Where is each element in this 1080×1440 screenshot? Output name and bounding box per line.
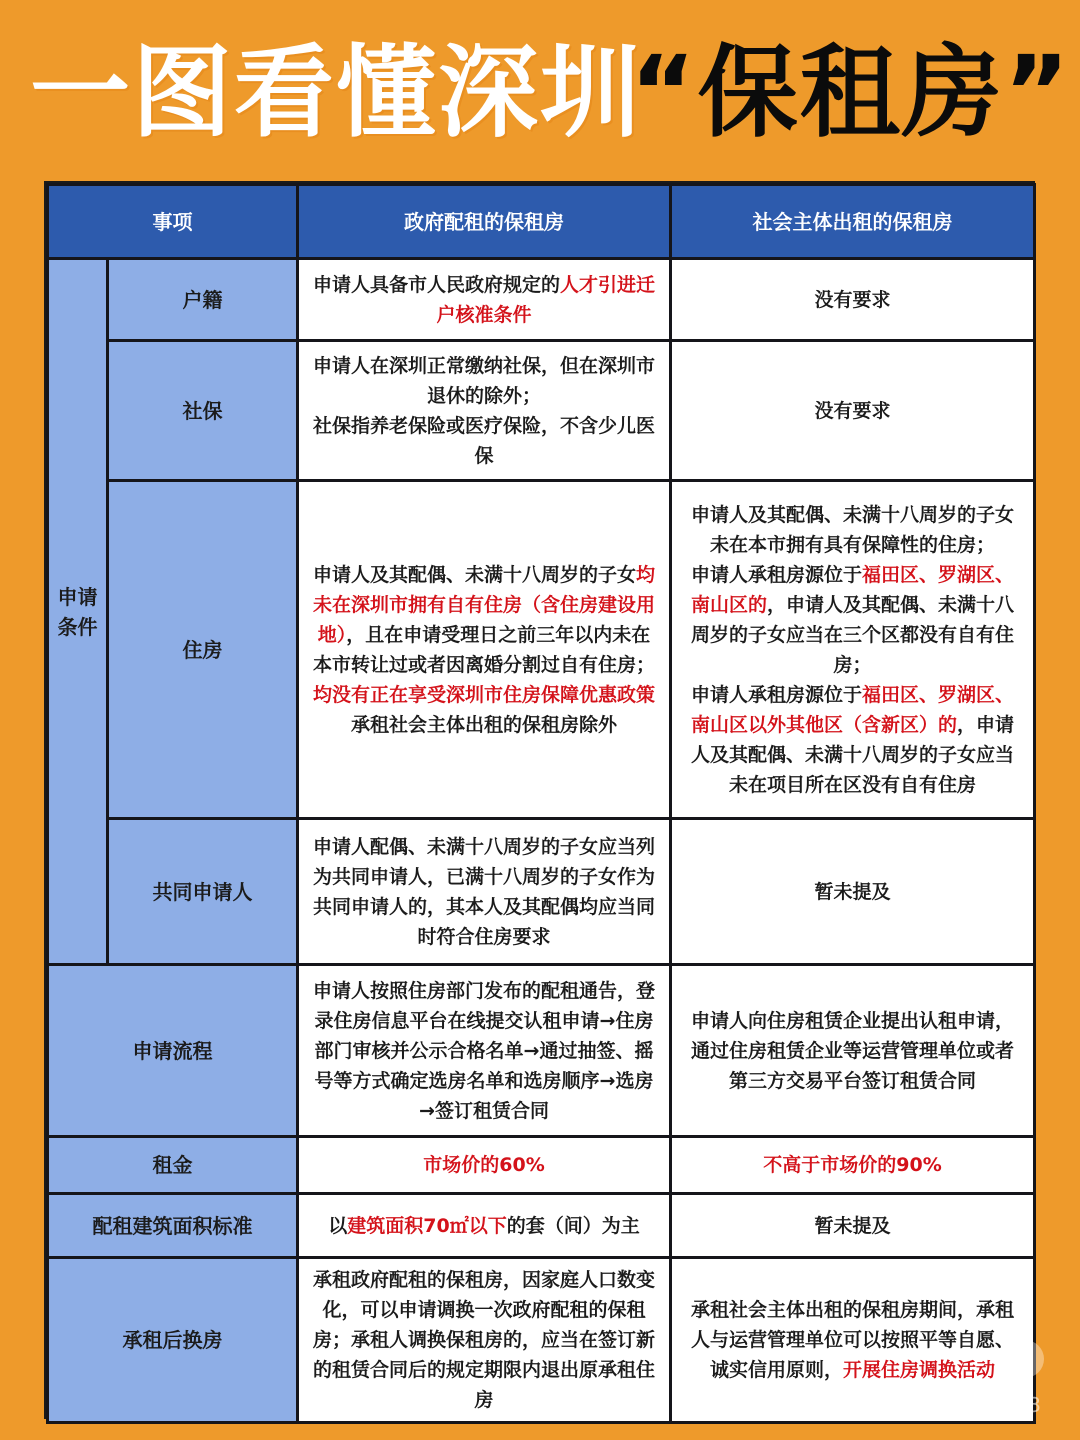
table-row <box>48 341 1035 481</box>
row-label-zhufang: 住房 <box>108 481 298 819</box>
row-label-shebao: 社保 <box>108 341 298 481</box>
header-gov: 政府配租的保租房 <box>298 185 671 259</box>
row-label-gongtong: 共同申请人 <box>108 819 298 965</box>
header-social: 社会主体出租的保租房 <box>671 185 1035 259</box>
table-row <box>48 481 1035 819</box>
watermark-logo-icon <box>1006 1340 1044 1378</box>
row-label-zujin: 租金 <box>48 1137 298 1194</box>
group-label: 申请条件 <box>48 259 108 965</box>
row-label-huji: 户籍 <box>108 259 298 341</box>
cell-gov-gongtong: 申请人配偶、未满十八周岁的子女应当列为共同申请人，已满十八周岁的子女作为共同申请人的，其本人及其配偶均应当同时符合住房要求 <box>298 819 671 965</box>
table-row <box>48 819 1035 965</box>
row-label-mianji: 配租建筑面积标准 <box>48 1194 298 1258</box>
cell-social-liucheng: 申请人向住房租赁企业提出认租申请，通过住房租赁企业等运营管理单位或者第三方交易平台签订租赁合同 <box>671 965 1035 1137</box>
cell-social-shebao: 没有要求 <box>671 341 1035 481</box>
table-row <box>48 965 1035 1137</box>
cell-gov-huji: 申请人具备市人民政府规定的人才引进迁户核准条件 <box>298 259 671 341</box>
comparison-table-wrapper <box>44 181 1035 1419</box>
comparison-table <box>46 183 1036 1424</box>
cell-gov-huanfang: 承租政府配租的保租房，因家庭人口数变化，可以申请调换一次政府配租的保租房；承租人调换保租房的，应当在签订新的租赁合同后的规定期限内退出原承租住房 <box>298 1258 671 1423</box>
cell-social-zujin: 不高于市场价的90% <box>671 1137 1035 1194</box>
table-row <box>48 1137 1035 1194</box>
table-row <box>48 259 1035 341</box>
title-part1: 一图看懂深圳 <box>30 34 642 151</box>
cell-gov-zhufang: 申请人及其配偶、未满十八周岁的子女均未在深圳市拥有自有住房（含住房建设用地），且在申请受理日之前三年以内未在本市转让过或者因离婚分割过自有住房； 均没有正在享受深圳市住房保障优惠政策 承租社会主体出租的保租房除外 <box>298 481 671 819</box>
header-item: 事项 <box>48 185 298 259</box>
cell-social-zhufang: 申请人及其配偶、未满十八周岁的子女未在本市拥有具有保障性的住房； 申请人承租房源位于福田区、罗湖区、南山区的，申请人及其配偶、未满十八周岁的子女应当在三个区都没有自有住房； 申请人承租房源位于福田区、罗湖区、南山区以外其他区（含新区）的，申请人及其配偶、未满十八周岁的子女应当未在项目所在区没有自有住房 <box>671 481 1035 819</box>
page-title <box>0 28 1080 158</box>
title-part2: “保租房” <box>630 34 1072 151</box>
cell-gov-liucheng: 申请人按照住房部门发布的配租通告，登录住房信息平台在线提交认租申请→住房部门审核并公示合格名单→通过抽签、摇号等方式确定选房名单和选房顺序→选房→签订租赁合同 <box>298 965 671 1137</box>
cell-social-gongtong: 暂未提及 <box>671 819 1035 965</box>
table-row <box>48 1194 1035 1258</box>
cell-gov-shebao: 申请人在深圳正常缴纳社保，但在深圳市退休的除外； 社保指养老保险或医疗保险，不含少儿医保 <box>298 341 671 481</box>
table-header-row <box>48 185 1035 259</box>
cell-gov-zujin: 市场价的60% <box>298 1137 671 1194</box>
cell-social-mianji: 暂未提及 <box>671 1194 1035 1258</box>
cell-social-huji: 没有要求 <box>671 259 1035 341</box>
row-label-huanfang: 承租后换房 <box>48 1258 298 1423</box>
cell-gov-mianji: 以建筑面积70㎡以下的套（间）为主 <box>298 1194 671 1258</box>
row-label-liucheng: 申请流程 <box>48 965 298 1137</box>
watermark: 小红书号：9637689423 <box>799 1393 1042 1417</box>
cell-social-huanfang: 承租社会主体出租的保租房期间，承租人与运营管理单位可以按照平等自愿、诚实信用原则，开展住房调换活动 <box>671 1258 1035 1423</box>
